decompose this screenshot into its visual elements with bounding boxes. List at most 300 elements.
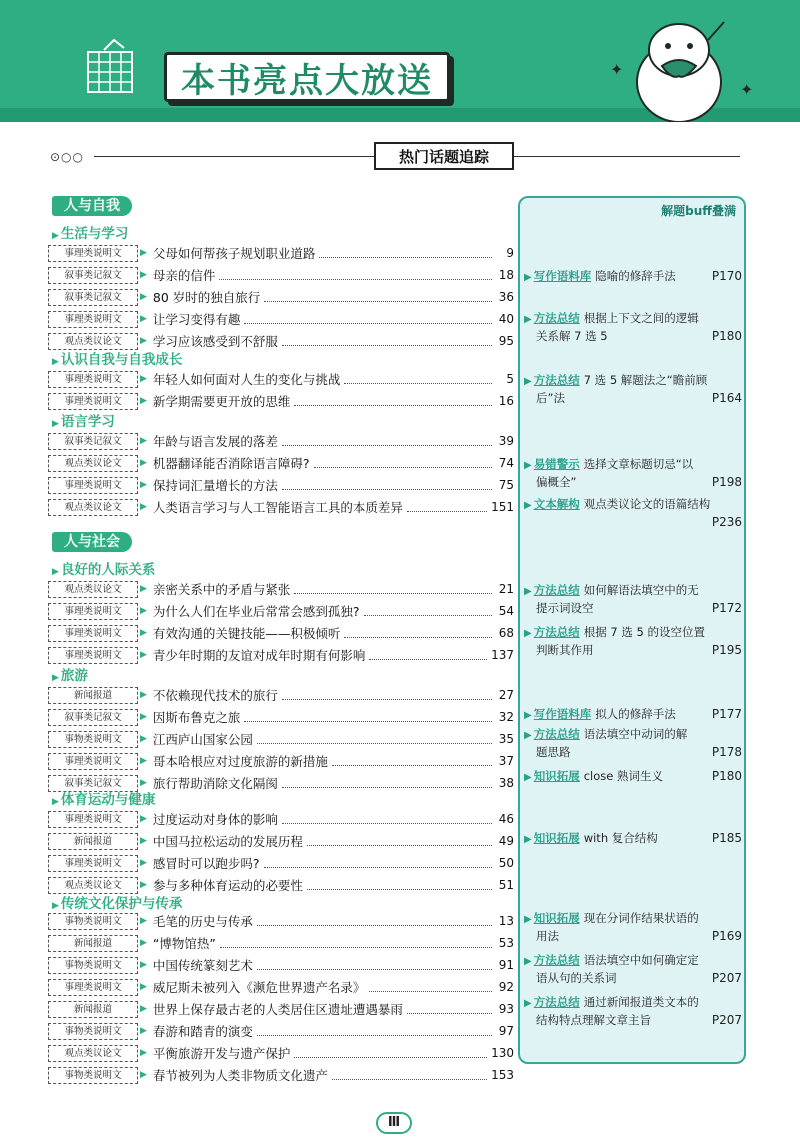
article-row <box>48 708 514 726</box>
article-page: 5 <box>506 372 514 386</box>
arrow-icon: ▶ <box>140 734 147 744</box>
article-row <box>48 876 514 894</box>
tip-item <box>524 582 742 617</box>
sparkle-icon: ✦ <box>740 80 754 99</box>
article-row <box>48 912 514 930</box>
dot-leader <box>282 436 492 446</box>
arrow-icon: ▶ <box>140 396 147 406</box>
tip-line-2 <box>524 928 742 945</box>
article-page: 92 <box>498 980 514 994</box>
section-heading <box>50 142 740 170</box>
article-page: 151 <box>491 500 514 514</box>
dot-leader <box>220 938 492 948</box>
article-row <box>48 810 514 828</box>
article-title: 中国传统篆刻艺术 <box>152 958 253 973</box>
article-title: 江西庐山国家公园 <box>152 732 253 747</box>
sparkle-icon: ✦ <box>610 60 624 79</box>
tip-page: P180 <box>711 329 742 343</box>
tip-line-2 <box>524 744 742 761</box>
article-page: 97 <box>498 1024 514 1038</box>
article-row <box>48 370 514 388</box>
tip-text-2: 后”法 <box>536 391 565 405</box>
article-title: 过度运动对身体的影响 <box>152 812 278 827</box>
section-label: 热门话题追踪 <box>374 142 514 170</box>
arrow-icon: ▶ <box>140 374 147 384</box>
subhead <box>52 222 128 242</box>
tip-line-2 <box>524 328 742 345</box>
genre-badge: 观点类议论文 <box>48 499 138 516</box>
arrow-icon: ▶ <box>524 628 532 639</box>
article-page: 75 <box>498 478 514 492</box>
dot-leader <box>314 458 492 468</box>
arrow-icon: ▶ <box>140 1004 147 1014</box>
article-title: 中国马拉松运动的发展历程 <box>152 834 303 849</box>
tip-item <box>524 624 742 659</box>
arrow-icon: ▶ <box>524 914 532 925</box>
article-title: 参与多种体育运动的必要性 <box>152 878 303 893</box>
dot-leader <box>319 248 492 258</box>
arrow-icon: ▶ <box>140 436 147 446</box>
article-title: 世界上保存最古老的人类居住区遗址遭遇暴雨 <box>152 1002 403 1017</box>
genre-badge: 事理类说明文 <box>48 855 138 872</box>
article-row <box>48 580 514 598</box>
genre-badge: 叙事类记叙文 <box>48 433 138 450</box>
article-row <box>48 978 514 996</box>
arrow-icon: ▶ <box>524 998 532 1009</box>
article-title: 因斯布鲁克之旅 <box>152 710 241 725</box>
dot-leader <box>364 606 492 616</box>
tip-page: P207 <box>711 971 742 985</box>
genre-badge: 观点类议论文 <box>48 581 138 598</box>
tip-tag: 易错警示 <box>533 457 580 471</box>
arrow-icon: ▶ <box>140 1070 147 1080</box>
article-page: 38 <box>498 776 514 790</box>
arrow-icon: ▶ <box>140 960 147 970</box>
tip-tag: 知识拓展 <box>533 769 580 783</box>
article-title: 人类语言学习与人工智能语言工具的本质差异 <box>152 500 403 515</box>
arrow-icon: ▶ <box>140 880 147 890</box>
genre-badge: 事物类说明文 <box>48 1023 138 1040</box>
arrow-icon: ▶ <box>140 858 147 868</box>
tip-text-2: 提示词设空 <box>536 601 594 615</box>
article-row <box>48 1044 514 1062</box>
article-page: 93 <box>498 1002 514 1016</box>
arrow-icon: ▶ <box>52 567 59 577</box>
tip-page: P195 <box>711 643 742 657</box>
dot-leader <box>307 880 492 890</box>
arrow-icon: ▶ <box>140 628 147 638</box>
tip-tag: 文本解构 <box>533 497 580 511</box>
arrow-icon: ▶ <box>52 231 59 241</box>
dot-leader <box>294 396 492 406</box>
arrow-icon: ▶ <box>52 673 59 683</box>
page-number: Ⅲ <box>376 1112 412 1134</box>
genre-badge: 新闻报道 <box>48 687 138 704</box>
tip-text-2: 偏概全” <box>536 475 577 489</box>
arrow-icon: ▶ <box>524 314 532 325</box>
article-row <box>48 602 514 620</box>
article-page: 39 <box>498 434 514 448</box>
article-title: 平衡旅游开发与遗产保护 <box>152 1046 291 1061</box>
article-page: 9 <box>506 246 514 260</box>
arrow-icon: ▶ <box>140 982 147 992</box>
arrow-icon: ▶ <box>140 712 147 722</box>
tip-text: 根据 7 选 5 的设空位置 <box>583 625 705 639</box>
genre-badge: 事物类说明文 <box>48 957 138 974</box>
dot-leader <box>294 1048 487 1058</box>
tip-text: 7 选 5 解题法之“瞻前顾 <box>583 373 708 387</box>
subhead-label: 良好的人际关系 <box>60 562 156 578</box>
dot-leader <box>264 292 492 302</box>
article-row <box>48 288 514 306</box>
article-title: 80 岁时的独自旅行 <box>152 290 261 305</box>
tip-item <box>524 726 742 761</box>
tip-text-2: 结构特点理解文章主旨 <box>536 1013 651 1027</box>
tip-line-2 <box>524 970 742 987</box>
article-title: 春节被列为人类非物质文化遗产 <box>152 1068 328 1083</box>
article-title: 年轻人如何面对人生的变化与挑战 <box>152 372 341 387</box>
subhead <box>52 410 115 430</box>
article-title: 有效沟通的关键技能——积极倾听 <box>152 626 341 641</box>
article-page: 95 <box>498 334 514 348</box>
tip-tag: 写作语料库 <box>533 707 592 721</box>
article-page: 91 <box>498 958 514 972</box>
arrow-icon: ▶ <box>140 1048 147 1058</box>
tip-page: P164 <box>711 391 742 405</box>
article-title: 保持词汇量增长的方法 <box>152 478 278 493</box>
arrow-icon: ▶ <box>52 797 59 807</box>
article-page: 32 <box>498 710 514 724</box>
tip-item <box>524 830 742 848</box>
tip-item <box>524 310 742 345</box>
genre-badge: 事物类说明文 <box>48 913 138 930</box>
tip-tag: 方法总结 <box>533 373 580 387</box>
arrow-icon: ▶ <box>140 502 147 512</box>
arrow-icon: ▶ <box>524 710 532 721</box>
genre-badge: 事理类说明文 <box>48 603 138 620</box>
article-title: 威尼斯未被列入《濒危世界遗产名录》 <box>152 980 366 995</box>
genre-badge: 事理类说明文 <box>48 625 138 642</box>
tip-text: 语法填空中动词的解 <box>583 727 688 741</box>
arrow-icon: ▶ <box>140 480 147 490</box>
duck-mascot-icon <box>624 10 734 122</box>
article-row <box>48 454 514 472</box>
tip-page: P236 <box>711 515 742 529</box>
article-page: 21 <box>498 582 514 596</box>
dot-leader <box>407 1004 492 1014</box>
tip-item <box>524 496 742 531</box>
tip-page: P185 <box>711 831 742 845</box>
article-page: 51 <box>498 878 514 892</box>
article-row <box>48 730 514 748</box>
subhead <box>52 664 88 684</box>
dot-leader <box>282 814 492 824</box>
category-label: 人与社会 <box>52 532 132 552</box>
arrow-icon: ▶ <box>140 584 147 594</box>
arrow-icon: ▶ <box>140 916 147 926</box>
tip-text-2: 关系解 7 选 5 <box>536 329 608 343</box>
grid-board-icon <box>84 38 136 96</box>
genre-badge: 事物类说明文 <box>48 731 138 748</box>
genre-badge: 事理类说明文 <box>48 371 138 388</box>
article-title: 不依赖现代技术的旅行 <box>152 688 278 703</box>
article-title: 父母如何帮孩子规划职业道路 <box>152 246 316 261</box>
arrow-icon: ▶ <box>524 956 532 967</box>
subhead <box>52 348 182 368</box>
article-row <box>48 1000 514 1018</box>
tip-item <box>524 768 742 786</box>
tip-text: 如何解语法填空中的无 <box>583 583 699 597</box>
article-page: 13 <box>498 914 514 928</box>
genre-badge: 叙事类记叙文 <box>48 775 138 792</box>
arrow-icon: ▶ <box>140 938 147 948</box>
banner-title-box <box>164 52 450 102</box>
article-row <box>48 476 514 494</box>
dot-leader <box>332 1070 487 1080</box>
article-row <box>48 432 514 450</box>
genre-badge: 事理类说明文 <box>48 979 138 996</box>
arrow-icon: ▶ <box>140 814 147 824</box>
article-row <box>48 774 514 792</box>
arrow-icon: ▶ <box>140 336 147 346</box>
article-title: 青少年时期的友谊对成年时期有何影响 <box>152 648 366 663</box>
tip-text: with 复合结构 <box>583 831 658 845</box>
subhead <box>52 558 155 578</box>
tip-page: P180 <box>711 769 742 783</box>
tip-tag: 知识拓展 <box>533 831 580 845</box>
subhead <box>52 892 182 912</box>
tip-line-2 <box>524 1012 742 1029</box>
category-tab <box>52 532 512 552</box>
article-page: 53 <box>498 936 514 950</box>
arrow-icon: ▶ <box>524 376 532 387</box>
arrow-icon: ▶ <box>140 836 147 846</box>
arrow-icon: ▶ <box>524 586 532 597</box>
tip-page: P169 <box>711 929 742 943</box>
genre-badge: 事理类说明文 <box>48 393 138 410</box>
tip-tag: 知识拓展 <box>533 911 580 925</box>
article-page: 35 <box>498 732 514 746</box>
dot-leader <box>307 836 492 846</box>
article-row <box>48 854 514 872</box>
article-row <box>48 956 514 974</box>
article-title: 亲密关系中的矛盾与紧张 <box>152 582 291 597</box>
tip-page: P170 <box>711 269 742 283</box>
tip-text: 现在分词作结果状语的 <box>583 911 699 925</box>
tip-page: P207 <box>711 1013 742 1027</box>
article-page: 40 <box>498 312 514 326</box>
tip-text: 隐喻的修辞手法 <box>595 269 676 283</box>
article-title: 哥本哈根应对过度旅游的新措施 <box>152 754 328 769</box>
arrow-icon: ▶ <box>52 419 59 429</box>
article-title: 毛笔的历史与传承 <box>152 914 253 929</box>
tip-text: 观点类议论文的语篇结构 <box>583 497 711 511</box>
genre-badge: 事理类说明文 <box>48 477 138 494</box>
article-page: 54 <box>498 604 514 618</box>
dot-leader <box>369 982 492 992</box>
arrow-icon: ▶ <box>140 270 147 280</box>
arrow-icon: ▶ <box>140 1026 147 1036</box>
article-row <box>48 832 514 850</box>
dot-leader <box>344 628 492 638</box>
genre-badge: 事理类说明文 <box>48 811 138 828</box>
article-row <box>48 686 514 704</box>
tip-tag: 方法总结 <box>533 727 580 741</box>
tip-tag: 方法总结 <box>533 953 580 967</box>
article-title: “博物馆热” <box>152 936 216 951</box>
arrow-icon: ▶ <box>524 834 532 845</box>
arrow-icon: ▶ <box>140 248 147 258</box>
tip-item <box>524 994 742 1029</box>
genre-badge: 事理类说明文 <box>48 647 138 664</box>
dot-leader <box>257 916 492 926</box>
article-row <box>48 498 514 516</box>
arrow-icon: ▶ <box>52 357 59 367</box>
dot-leader <box>282 336 492 346</box>
dot-leader <box>257 1026 492 1036</box>
tip-item <box>524 910 742 945</box>
dot-leader <box>257 960 492 970</box>
article-page: 74 <box>498 456 514 470</box>
tip-tag: 写作语料库 <box>533 269 592 283</box>
dot-leader <box>282 690 492 700</box>
arrow-icon: ▶ <box>140 314 147 324</box>
article-page: 68 <box>498 626 514 640</box>
genre-badge: 叙事类记叙文 <box>48 267 138 284</box>
tip-tag: 方法总结 <box>533 995 580 1009</box>
arrow-icon: ▶ <box>140 778 147 788</box>
tip-item <box>524 706 742 724</box>
arrow-icon: ▶ <box>524 272 532 283</box>
article-title: 春游和踏青的演变 <box>152 1024 253 1039</box>
tip-line-2 <box>524 600 742 617</box>
subhead-label: 语言学习 <box>60 414 115 430</box>
tip-text-2: 用法 <box>536 929 559 943</box>
category-tab <box>52 196 512 216</box>
article-row <box>48 266 514 284</box>
article-row <box>48 1022 514 1040</box>
arrow-icon: ▶ <box>524 772 532 783</box>
article-title: 母亲的信件 <box>152 268 216 283</box>
dot-leader <box>257 734 492 744</box>
arrow-icon: ▶ <box>140 292 147 302</box>
dot-leader <box>244 712 492 722</box>
genre-badge: 叙事类记叙文 <box>48 289 138 306</box>
genre-badge: 叙事类记叙文 <box>48 709 138 726</box>
arrow-icon: ▶ <box>140 458 147 468</box>
article-page: 49 <box>498 834 514 848</box>
tip-text: 根据上下文之间的逻辑 <box>583 311 699 325</box>
arrow-icon: ▶ <box>140 606 147 616</box>
article-row <box>48 624 514 642</box>
genre-badge: 事理类说明文 <box>48 311 138 328</box>
dot-leader <box>294 584 492 594</box>
tip-tag: 方法总结 <box>533 625 580 639</box>
dot-leader <box>332 756 492 766</box>
header-banner <box>0 0 800 122</box>
genre-badge: 观点类议论文 <box>48 877 138 894</box>
genre-badge: 事理类说明文 <box>48 245 138 262</box>
arrow-icon: ▶ <box>140 690 147 700</box>
tip-text-2: 题思路 <box>536 745 571 759</box>
dot-leader <box>407 502 487 512</box>
subhead-label: 体育运动与健康 <box>60 792 156 808</box>
subhead-label: 认识自我与自我成长 <box>60 352 183 368</box>
tip-text: close 熟词生义 <box>583 769 663 783</box>
article-row <box>48 310 514 328</box>
article-page: 36 <box>498 290 514 304</box>
article-title: 感冒时可以跑步吗? <box>152 856 260 871</box>
tip-line-2 <box>524 642 742 659</box>
tip-line-2 <box>524 390 742 407</box>
genre-badge: 观点类议论文 <box>48 1045 138 1062</box>
article-page: 46 <box>498 812 514 826</box>
article-title: 让学习变得有趣 <box>152 312 241 327</box>
tip-text: 拟人的修辞手法 <box>595 707 676 721</box>
genre-badge: 新闻报道 <box>48 1001 138 1018</box>
genre-badge: 观点类议论文 <box>48 455 138 472</box>
arrow-icon: ▶ <box>52 901 59 911</box>
article-title: 机器翻译能否消除语言障碍? <box>152 456 310 471</box>
dot-leader <box>244 314 492 324</box>
article-title: 新学期需要更开放的思维 <box>152 394 291 409</box>
dot-leader <box>344 374 492 384</box>
article-row <box>48 1066 514 1084</box>
tip-text: 通过新闻报道类文本的 <box>583 995 699 1009</box>
tip-page: P177 <box>711 707 742 721</box>
subhead-label: 传统文化保护与传承 <box>60 896 183 912</box>
dot-leader <box>282 480 492 490</box>
subhead-label: 生活与学习 <box>60 226 129 242</box>
article-page: 130 <box>491 1046 514 1060</box>
article-row <box>48 934 514 952</box>
tip-item <box>524 268 742 286</box>
tip-item <box>524 372 742 407</box>
dot-leader <box>282 778 492 788</box>
tip-page: P172 <box>711 601 742 615</box>
genre-badge: 观点类议论文 <box>48 333 138 350</box>
tip-page: P198 <box>711 475 742 489</box>
article-page: 18 <box>498 268 514 282</box>
tip-item <box>524 952 742 987</box>
tip-text: 选择文章标题切忌“以 <box>583 457 694 471</box>
genre-badge: 新闻报道 <box>48 833 138 850</box>
dot-leader <box>219 270 492 280</box>
tip-text-2: 语从句的关系词 <box>536 971 617 985</box>
arrow-icon: ▶ <box>140 756 147 766</box>
tips-panel-title: 解题buff叠满 <box>661 204 736 218</box>
tip-text: 语法填空中如何确定定 <box>583 953 699 967</box>
article-row <box>48 392 514 410</box>
arrow-icon: ▶ <box>524 730 532 741</box>
arrow-icon: ▶ <box>524 500 532 511</box>
article-row <box>48 752 514 770</box>
arrow-icon: ▶ <box>140 650 147 660</box>
dot-leader <box>369 650 487 660</box>
genre-badge: 事理类说明文 <box>48 753 138 770</box>
article-page: 153 <box>491 1068 514 1082</box>
arrow-icon: ▶ <box>524 460 532 471</box>
tip-tag: 方法总结 <box>533 311 580 325</box>
article-title: 学习应该感受到不舒服 <box>152 334 278 349</box>
banner-title: 本书亮点大放送 <box>181 60 433 101</box>
tip-text-2: 判断其作用 <box>536 643 594 657</box>
article-page: 50 <box>498 856 514 870</box>
tip-item <box>524 456 742 491</box>
article-page: 37 <box>498 754 514 768</box>
article-page: 137 <box>491 648 514 662</box>
dots-ornament-icon: ⊙○○ <box>50 150 84 164</box>
